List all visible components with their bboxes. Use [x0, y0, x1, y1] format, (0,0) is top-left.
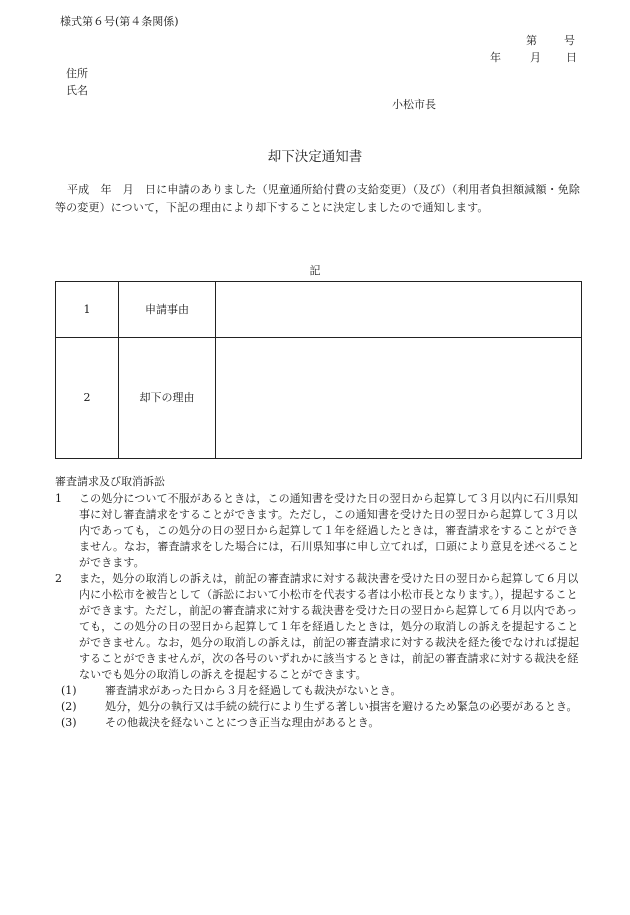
item-number: 2	[55, 572, 63, 585]
item-text: その他裁決を経ないことにつき正当な理由があるとき。	[105, 716, 380, 729]
item-text: この処分について不服があるときは，この通知書を受けた日の翌日から起算して３月以内に石川県知事に対し審査請求をすることができます。ただし，この通知書を受けた日の翌日から起算して３月以内であっても，この処分の日の翌日から起算して１年を経過したときは，審査請求をすることができません。なお，審査請求をした場合には，石川県知事に申し立てれば，口頭により意見を述べることができます。	[79, 492, 580, 569]
ki-heading: 記	[309, 264, 321, 277]
list-item	[55, 683, 583, 699]
item-number: (2)	[61, 700, 77, 713]
list-item	[55, 491, 583, 571]
list-item	[55, 699, 583, 715]
doc-number-dai: 第	[526, 34, 537, 47]
list-item	[55, 571, 583, 683]
list-item	[55, 715, 583, 731]
form-number: 様式第６号(第４条関係)	[60, 15, 179, 28]
row-label: 申請事由	[119, 282, 216, 338]
appeal-title: 審査請求及び取消訴訟	[55, 475, 165, 488]
item-number: 1	[55, 492, 63, 505]
table-row	[56, 282, 582, 338]
address-label: 住所	[66, 67, 88, 80]
item-number: (3)	[61, 716, 77, 729]
date-month-label: 月	[530, 51, 541, 64]
row-number: 1	[56, 282, 119, 338]
row-number: 2	[56, 338, 119, 459]
row-value	[216, 338, 582, 459]
item-text: また，処分の取消しの訴えは，前記の審査請求に対する裁決書を受けた日の翌日から起算して６月以内に小松市を被告として（訴訟において小松市を代表する者は小松市長となります。），提起することができます。ただし，前記の審査請求に対する裁決書を受けた日の翌日から起算して６月以内であっても，この処分の日の翌日から起算して１年を経過したときは，処分の取消しの訴えを提起することができません。なお，処分の取消しの訴えは，前記の審査請求に対する裁決を経た後でなければ提起することができませんが，次の各号のいずれかに該当するときは，前記の審査請求に対する裁決を経ないでも処分の取消しの訴えを提起することができます。	[79, 572, 580, 681]
body-paragraph: 平成 年 月 日に申請のありました（児童通所給付費の支給変更）（及び）（利用者負担額減額・免除等の変更）について，下記の理由により却下することに決定しましたので通知します。	[55, 183, 581, 214]
row-label: 却下の理由	[119, 338, 216, 459]
item-text: 審査請求があった日から３月を経過しても裁決がないとき。	[105, 684, 402, 697]
item-number: (1)	[61, 684, 77, 697]
date-day-label: 日	[566, 51, 577, 64]
date-year-label: 年	[490, 51, 501, 64]
document-title: 却下決定通知書	[267, 149, 363, 165]
name-label: 氏名	[66, 84, 88, 97]
table-row	[56, 338, 582, 459]
issuer-mayor: 小松市長	[392, 98, 436, 111]
row-value	[216, 282, 582, 338]
reason-table	[55, 281, 582, 459]
appeal-section	[55, 491, 583, 731]
doc-number-go: 号	[564, 34, 575, 47]
item-text: 処分，処分の執行又は手続の続行により生ずる著しい損害を避けるため緊急の必要があるとき。	[105, 700, 578, 713]
